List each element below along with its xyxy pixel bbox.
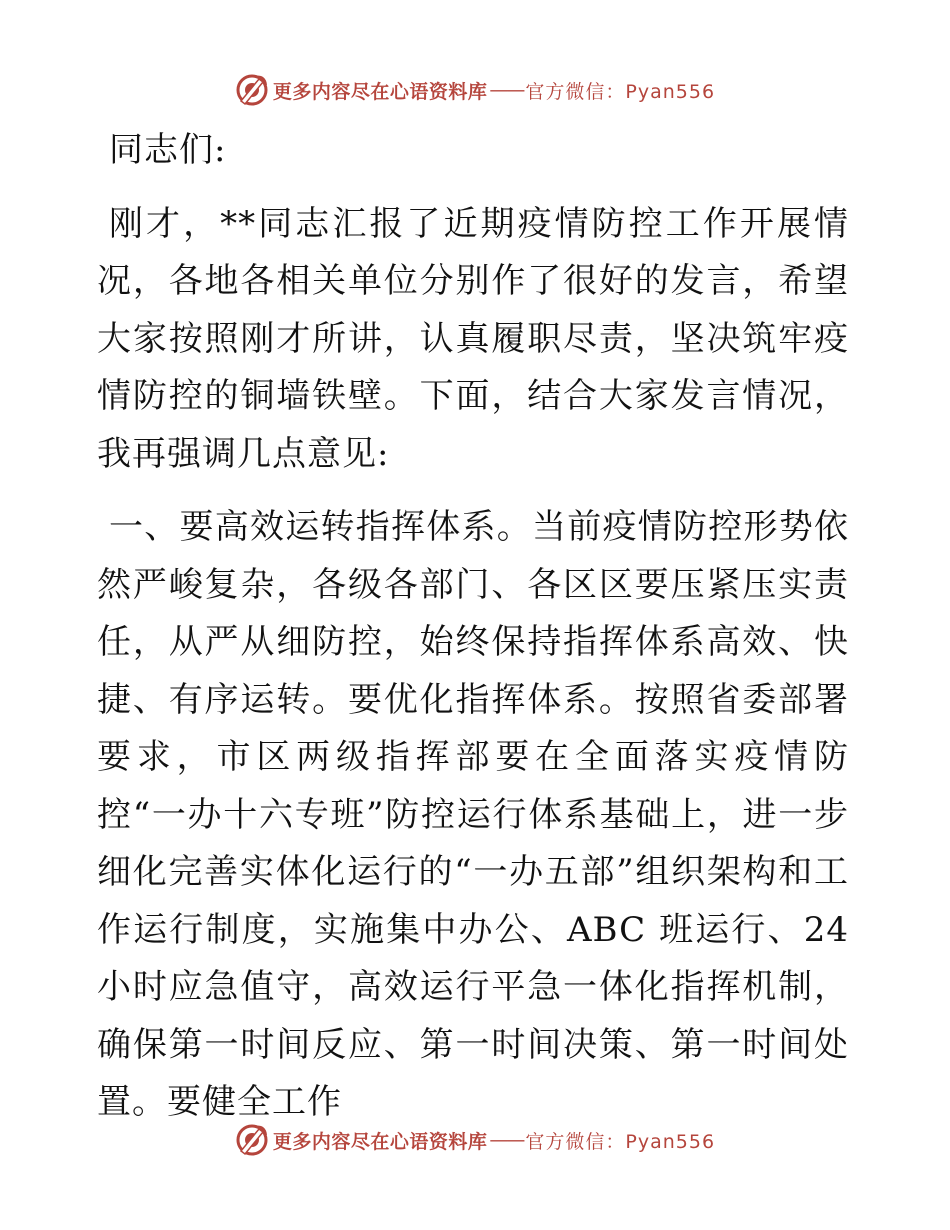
document-body <box>97 122 849 1148</box>
watermark-separator: —— <box>489 1129 524 1151</box>
watermark-banner-bottom <box>0 1120 950 1160</box>
watermark-site-text: 更多内容尽在心语资料库 <box>272 1130 488 1153</box>
intro-paragraph: 刚才，**同志汇报了近期疫情防控工作开展情况，各地各相关单位分别作了很好的发言，希望大家按照刚才所讲，认真履职尽责，坚决筑牢疫情防控的铜墙铁壁。下面，结合大家发言情况，我再强调几点意见: <box>97 203 849 474</box>
watermark-banner-top <box>0 70 950 110</box>
watermark-official-text: 官方微信：Pyan556 <box>525 1130 716 1153</box>
watermark-separator: —— <box>489 79 524 101</box>
pen-circle-logo-icon <box>235 1123 269 1157</box>
watermark-official-text: 官方微信：Pyan556 <box>525 80 716 103</box>
watermark-site-text: 更多内容尽在心语资料库 <box>272 80 488 103</box>
pen-circle-logo-icon <box>235 73 269 107</box>
greeting-paragraph: 同志们: <box>109 130 227 170</box>
section-one-paragraph: 一、要高效运转指挥体系。当前疫情防控形势依然严峻复杂，各级各部门、各区区要压紧压实责任，从严从细防控，始终保持指挥体系高效、快捷、有序运转。要优化指挥体系。按照省委部署要求，市区两级指挥部要在全面落实疫情防控“一办十六专班”防控运行体系基础上，进一步细化完善实体化运行的“一办五部”组织架构和工作运行制度，实施集中办公、ABC 班运行、24 小时应急值守，高效运行平急一体化指挥机制，确保第一时间反应、第一时间决策、第一时间处置。要健全工作 <box>97 507 849 1122</box>
